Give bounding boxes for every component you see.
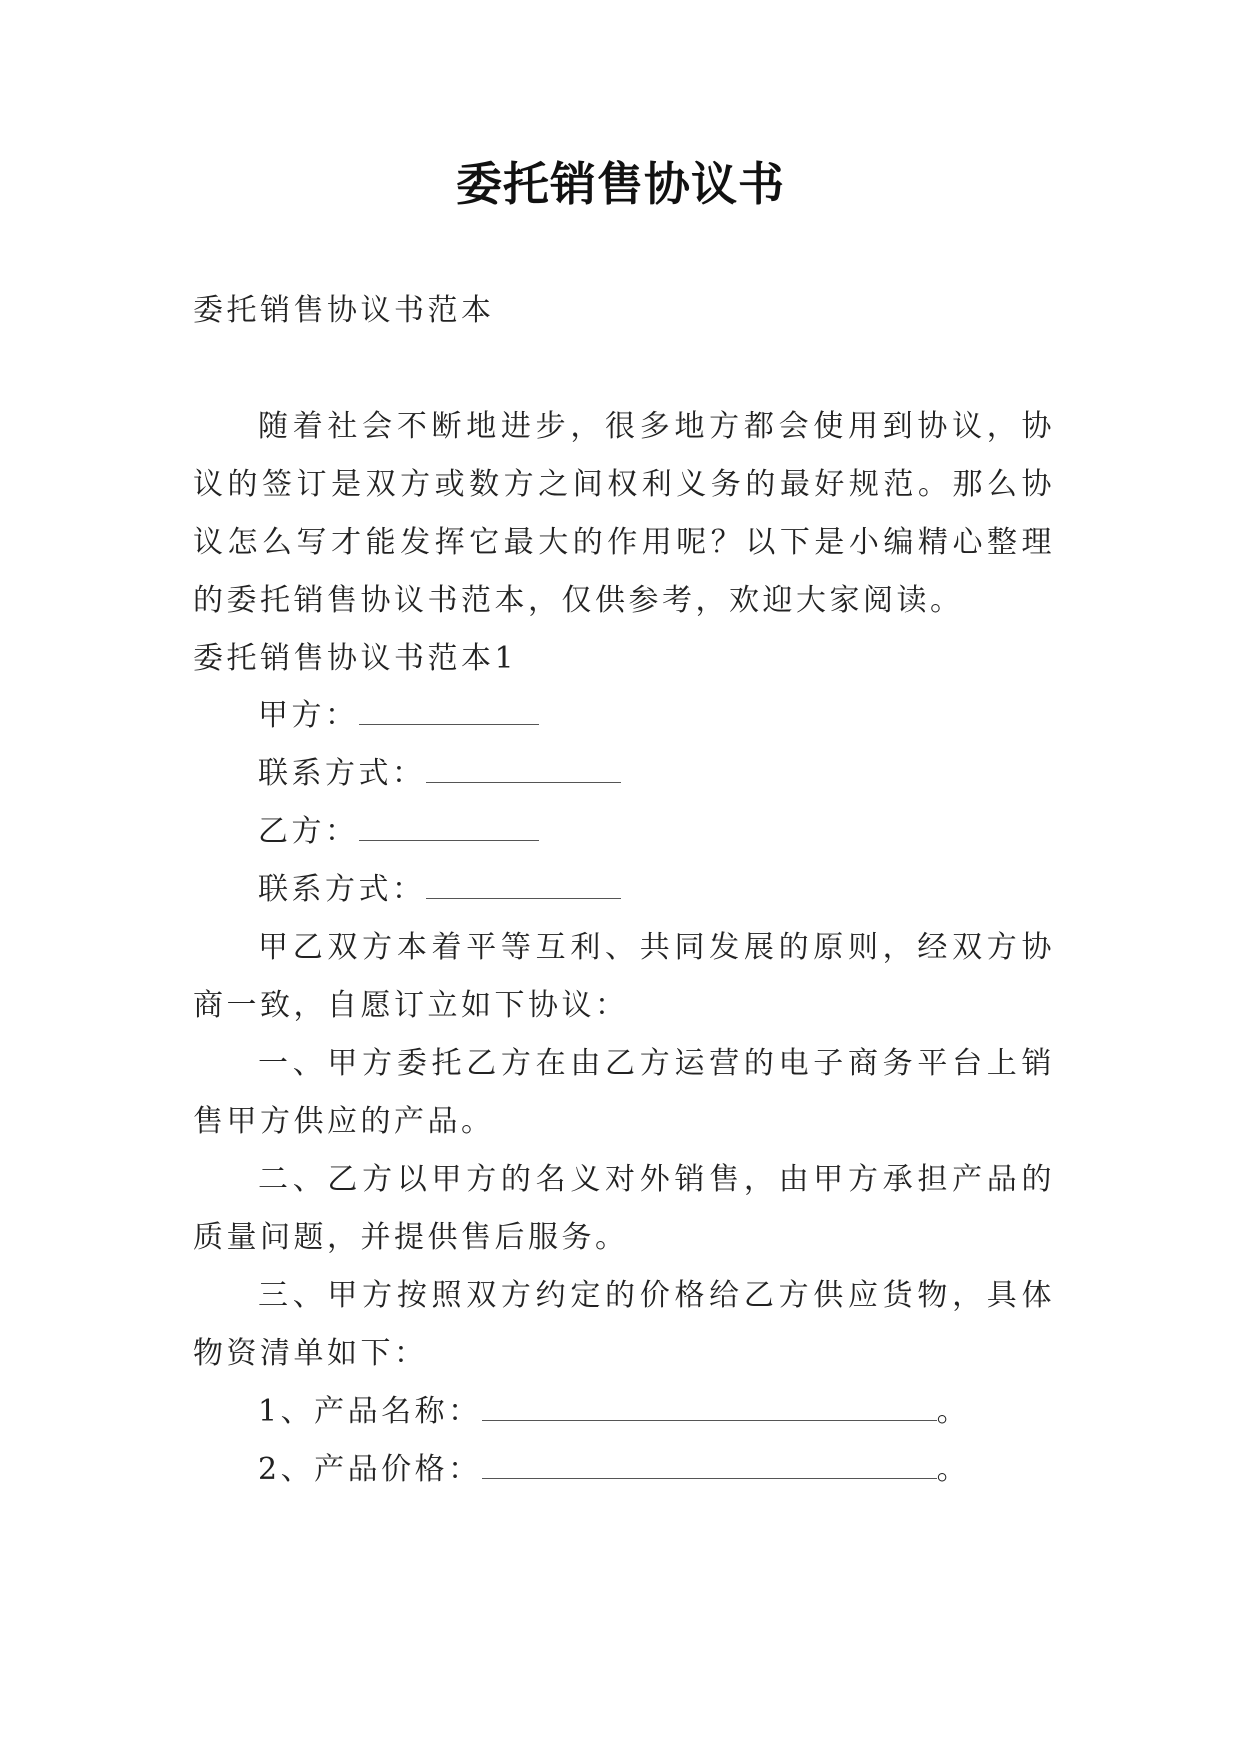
contact-b-field <box>258 861 1120 919</box>
party-b-blank <box>359 806 539 841</box>
party-b-field <box>258 803 1120 861</box>
item-2-blank <box>482 1444 937 1479</box>
clause-2 <box>193 1151 1055 1267</box>
intro-paragraph <box>193 398 1055 630</box>
item-1-end-mark: 。 <box>936 1394 971 1429</box>
item-1-field <box>258 1383 1120 1441</box>
contact-a-blank <box>426 748 621 783</box>
party-a-field <box>258 687 1120 745</box>
clause-3 <box>193 1267 1055 1383</box>
preamble-paragraph <box>193 919 1055 1035</box>
contact-a-label: 联系方式： <box>258 756 426 791</box>
contact-b-label: 联系方式： <box>258 872 426 907</box>
item-2-field <box>258 1441 1120 1499</box>
section-heading: 委托销售协议书范本1 <box>193 641 518 676</box>
clause-1-text: 一、甲方委托乙方在由乙方运营的电子商务平台上销售甲方供应的产品。 <box>193 1046 1055 1139</box>
document-subtitle: 委托销售协议书范本 <box>193 293 495 328</box>
preamble-text: 甲乙双方本着平等互利、共同发展的原则，经双方协商一致，自愿订立如下协议： <box>193 930 1055 1023</box>
intro-text: 随着社会不断地进步，很多地方都会使用到协议，协议的签订是双方或数方之间权利义务的最好规范。那么协议怎么写才能发挥它最大的作用呢？以下是小编精心整理的委托销售协议书范本，仅供参考，欢迎大家阅读。 <box>193 409 1055 618</box>
contact-b-blank <box>426 864 621 899</box>
clause-3-text: 三、甲方按照双方约定的价格给乙方供应货物，具体物资清单如下： <box>193 1278 1055 1371</box>
item-1-label: 1、产品名称： <box>258 1394 482 1429</box>
party-a-blank <box>359 690 539 725</box>
item-2-end-mark: 。 <box>936 1452 971 1487</box>
clause-2-text: 二、乙方以甲方的名义对外销售，由甲方承担产品的质量问题，并提供售后服务。 <box>193 1162 1055 1255</box>
document-title: 委托销售协议书 <box>456 157 785 211</box>
contact-a-field <box>258 745 1120 803</box>
item-2-label: 2、产品价格： <box>258 1452 482 1487</box>
item-1-blank <box>482 1386 937 1421</box>
party-b-label: 乙方： <box>258 814 359 849</box>
clause-1 <box>193 1035 1055 1151</box>
party-a-label: 甲方： <box>258 698 359 733</box>
